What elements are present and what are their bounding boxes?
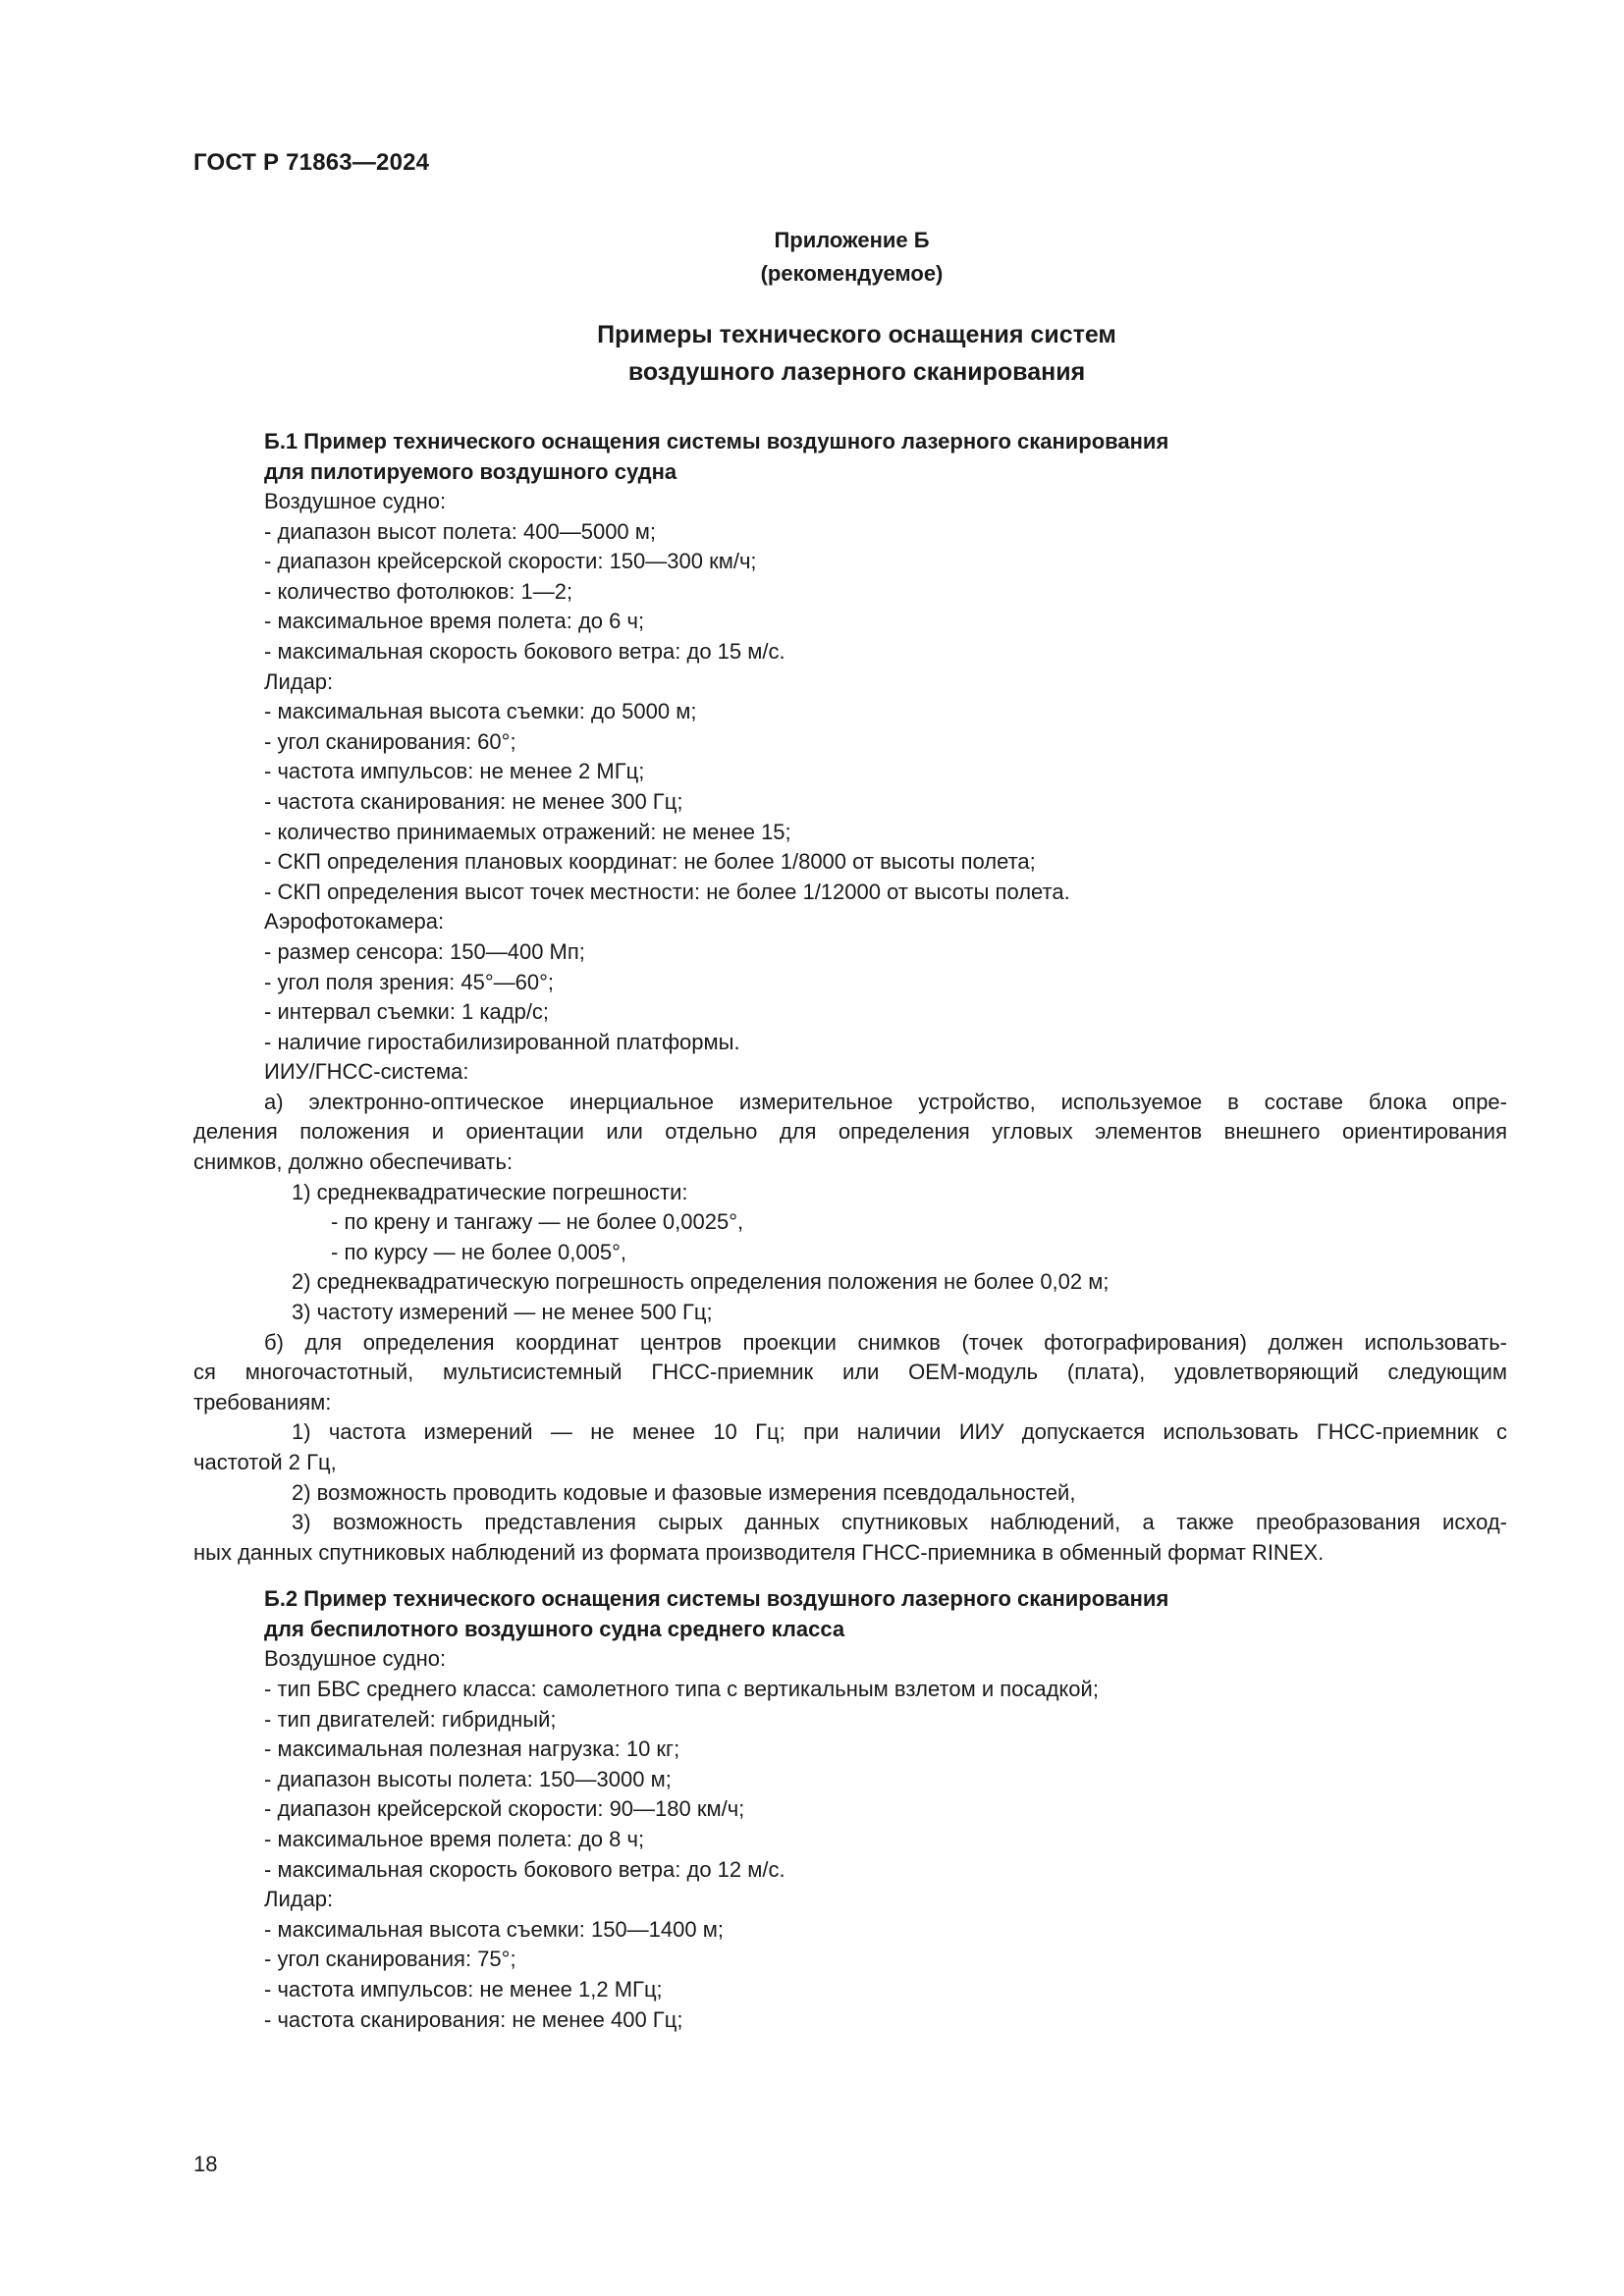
text-line: - частота импульсов: не менее 1,2 МГц; [264, 1976, 663, 2002]
appendix-label: Приложение Б [774, 228, 930, 252]
page-number: 18 [193, 2152, 218, 2176]
section-spacer [193, 1568, 1507, 1583]
text-line: 2) среднеквадратическую погрешность определения положения не более 0,02 м; [292, 1269, 1110, 1295]
text-line: Воздушное судно: [264, 489, 447, 513]
text-line: 3) частоту измерений — не менее 500 Гц; [292, 1300, 713, 1325]
text-line: требованиям: [193, 1389, 332, 1415]
text-line: - угол поля зрения: 45°—60°; [264, 969, 554, 994]
title-line-1: Примеры технического оснащения систем [597, 321, 1116, 348]
document-code: ГОСТ Р 71863—2024 [193, 149, 430, 176]
text-line: ся многочастотный, мультисистемный ГНСС-приемник или OEM-модуль (плата), удовлетворяющий следующим [193, 1360, 1507, 1385]
text-line: - максимальная скорость бокового ветра: до 15 м/с. [264, 638, 785, 664]
appendix-status: (рекомендуемое) [760, 261, 944, 286]
text-line: - размер сенсора: 150—400 Мп; [264, 938, 585, 964]
text-line: - угол сканирования: 75°; [264, 1947, 516, 1972]
text-line: - частота импульсов: не менее 2 МГц; [264, 759, 645, 784]
text-line: - количество принимаемых отражений: не менее 15; [264, 819, 791, 844]
text-line: б) для определения координат центров проекции снимков (точек фотографирования) должен использовать- [264, 1329, 1507, 1355]
section-b2-lines [193, 1644, 1507, 2035]
text-line: 3) возможность представления сырых данных спутниковых наблюдений, а также преобразования исход- [292, 1510, 1507, 1535]
text-line: частотой 2 Гц, [193, 1450, 337, 1474]
section-b1-lines [193, 487, 1507, 1568]
text-line: Лидар: [264, 668, 334, 694]
section-heading-line: Б.1 Пример технического оснащения системы воздушного лазерного сканирования [264, 429, 1169, 454]
section-b1-heading [193, 426, 1507, 487]
text-line: 2) возможность проводить кодовые и фазовые измерения псевдодальностей, [292, 1479, 1076, 1505]
section-b2 [193, 1583, 1507, 2035]
text-line: - максимальная высота съемки: 150—1400 м; [264, 1916, 724, 1942]
text-line: 1) частота измерений — не менее 10 Гц; при наличии ИИУ допускается использовать ГНСС-приемник с [292, 1419, 1507, 1445]
text-line: снимков, должно обеспечивать: [193, 1149, 514, 1175]
section-heading-line: для пилотируемого воздушного судна [264, 459, 677, 484]
section-b2-heading [193, 1583, 1507, 1644]
section-heading-line: Б.2 Пример технического оснащения системы воздушного лазерного сканирования [264, 1586, 1169, 1612]
text-line: Воздушное судно: [264, 1646, 447, 1672]
text-line: 1) среднеквадратические погрешности: [292, 1179, 688, 1204]
text-line: ных данных спутниковых наблюдений из формата производителя ГНСС-приемника в обменный формат RINEX. [193, 1539, 1325, 1565]
text-line: ИИУ/ГНСС-система: [264, 1059, 469, 1085]
title-line-2: воздушного лазерного сканирования [627, 358, 1086, 386]
text-line: - СКП определения высот точек местности: не более 1/12000 от высоты полета. [264, 879, 1070, 904]
text-line: - частота сканирования: не менее 300 Гц; [264, 788, 683, 814]
text-line: деления положения и ориентации или отдельно для определения угловых элементов внешнего ориентирования [193, 1119, 1507, 1145]
text-line: - наличие гиростабилизированной платформы. [264, 1029, 740, 1054]
text-line: - частота сканирования: не менее 400 Гц; [264, 2006, 683, 2032]
text-line: - максимальная полезная нагрузка: 10 кг; [264, 1736, 680, 1762]
text-line: - угол сканирования: 60°; [264, 728, 516, 754]
text-line: Лидар: [264, 1887, 334, 1912]
appendix-title [0, 316, 1624, 391]
text-line: - тип БВС среднего класса: самолетного типа с вертикальным взлетом и посадкой; [264, 1676, 1099, 1701]
text-line: - диапазон высоты полета: 150—3000 м; [264, 1766, 672, 1791]
text-line: - по курсу — не более 0,005°, [331, 1239, 627, 1264]
text-line: - максимальная высота съемки: до 5000 м; [264, 699, 697, 724]
text-line: - максимальное время полета: до 8 ч; [264, 1826, 645, 1851]
text-line: - по крену и тангажу — не более 0,0025°, [331, 1209, 744, 1235]
text-line: - количество фотолюков: 1—2; [264, 578, 573, 604]
appendix-heading [0, 224, 1624, 291]
text-line: - интервал съемки: 1 кадр/с; [264, 999, 550, 1025]
text-line: - максимальная скорость бокового ветра: до 12 м/с. [264, 1856, 785, 1882]
text-line: Аэрофотокамера: [264, 909, 445, 934]
section-b1 [193, 426, 1507, 1568]
text-line: - диапазон крейсерской скорости: 90—180 км/ч; [264, 1796, 745, 1822]
text-line: - максимальное время полета: до 6 ч; [264, 609, 645, 634]
text-line: - диапазон крейсерской скорости: 150—300 км/ч; [264, 549, 757, 574]
text-line: - диапазон высот полета: 400—5000 м; [264, 518, 657, 544]
text-line: - тип двигателей: гибридный; [264, 1706, 557, 1732]
text-line: - СКП определения плановых координат: не более 1/8000 от высоты полета; [264, 849, 1036, 875]
section-heading-line: для беспилотного воздушного судна среднего класса [264, 1617, 845, 1642]
text-line: а) электронно-оптическое инерциальное измерительное устройство, используемое в составе блока опре- [264, 1089, 1507, 1114]
document-body [193, 426, 1507, 2035]
